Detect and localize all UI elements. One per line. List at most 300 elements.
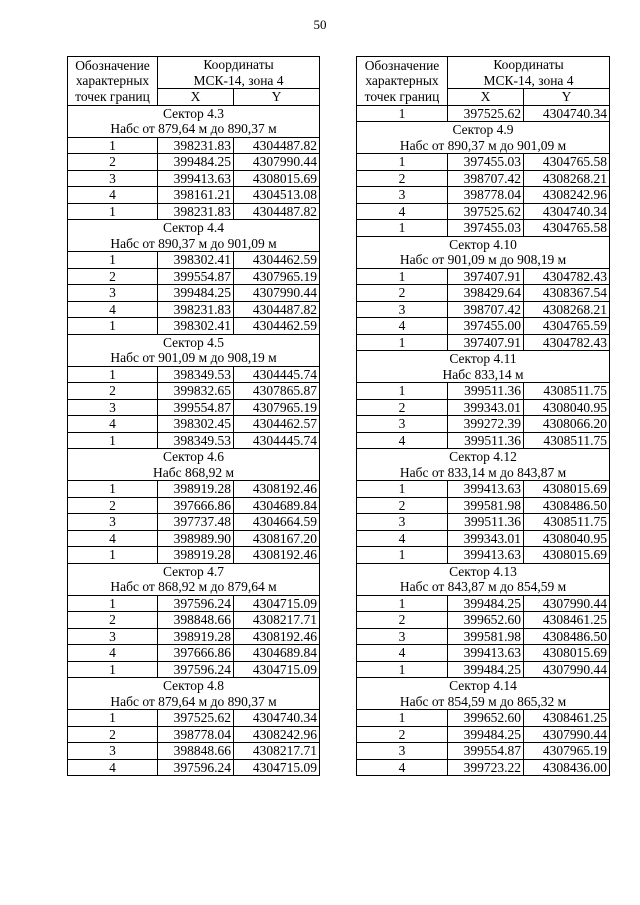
point-row xyxy=(357,547,610,564)
sector-title-row xyxy=(68,334,320,350)
point-number: 2 xyxy=(357,726,448,743)
point-number: 1 xyxy=(357,154,448,171)
point-row xyxy=(357,187,610,204)
sector-height-range: Набс от 879,64 м до 890,37 м xyxy=(68,121,320,137)
coordinate-y: 4304462.59 xyxy=(234,252,320,269)
coordinate-y: 4304462.57 xyxy=(234,416,320,433)
header-designation-line: Обозначение xyxy=(75,57,150,73)
point-row xyxy=(357,203,610,220)
coordinate-x: 398302.41 xyxy=(158,252,234,269)
coordinate-x: 399272.39 xyxy=(448,416,524,433)
coordinate-y: 4308066.20 xyxy=(524,416,610,433)
point-number: 3 xyxy=(68,170,158,187)
coordinate-x: 397407.91 xyxy=(448,268,524,285)
point-row xyxy=(357,628,610,645)
point-number: 2 xyxy=(68,154,158,171)
coordinate-y: 4307990.44 xyxy=(524,726,610,743)
point-number: 4 xyxy=(68,187,158,204)
coordinate-x: 399652.60 xyxy=(448,710,524,727)
coordinate-x: 399581.98 xyxy=(448,497,524,514)
point-row xyxy=(357,399,610,416)
point-number: 3 xyxy=(357,514,448,531)
coordinate-y: 4304445.74 xyxy=(234,366,320,383)
coordinate-y: 4304715.09 xyxy=(234,661,320,678)
point-number: 2 xyxy=(357,285,448,302)
point-row xyxy=(68,137,320,154)
coordinate-x: 399484.25 xyxy=(158,154,234,171)
point-row xyxy=(68,628,320,645)
coordinate-y: 4304445.74 xyxy=(234,432,320,449)
sector-title-row xyxy=(68,449,320,465)
coordinate-x: 399511.36 xyxy=(448,514,524,531)
point-number: 3 xyxy=(68,514,158,531)
coordinate-x: 398919.28 xyxy=(158,547,234,564)
header-coordinates: Координаты xyxy=(448,57,610,73)
point-number: 1 xyxy=(357,268,448,285)
coordinate-y: 4304513.08 xyxy=(234,187,320,204)
header-designation-line: характерных xyxy=(365,73,439,88)
point-number: 3 xyxy=(357,301,448,318)
point-row xyxy=(68,497,320,514)
coordinate-y: 4304715.09 xyxy=(234,595,320,612)
point-row xyxy=(68,268,320,285)
point-number: 4 xyxy=(357,432,448,449)
coordinate-y: 4304487.82 xyxy=(234,137,320,154)
point-number: 4 xyxy=(68,416,158,433)
coordinate-x: 398919.28 xyxy=(158,628,234,645)
sector-title: Сектор 4.13 xyxy=(357,563,610,579)
sector-height-range: Набс от 890,37 м до 901,09 м xyxy=(68,236,320,252)
sector-title-row xyxy=(357,351,610,367)
coordinate-x: 398161.21 xyxy=(158,187,234,204)
point-row xyxy=(357,595,610,612)
coordinate-x: 397455.03 xyxy=(448,220,524,237)
point-row xyxy=(357,334,610,351)
coordinate-y: 4307990.44 xyxy=(234,285,320,302)
point-number: 4 xyxy=(68,530,158,547)
coordinate-y: 4304462.59 xyxy=(234,318,320,335)
point-row xyxy=(68,743,320,760)
coordinate-x: 399581.98 xyxy=(448,628,524,645)
sector-title: Сектор 4.9 xyxy=(357,122,610,138)
header-designation xyxy=(68,57,158,106)
coordinate-y: 4308461.25 xyxy=(524,710,610,727)
coordinate-x: 399484.25 xyxy=(448,661,524,678)
point-row xyxy=(68,661,320,678)
coordinate-y: 4308268.21 xyxy=(524,301,610,318)
header-coordinates: Координаты xyxy=(158,57,320,73)
point-number: 1 xyxy=(68,203,158,220)
point-number: 1 xyxy=(68,366,158,383)
coordinate-y: 4304487.82 xyxy=(234,203,320,220)
point-row xyxy=(357,432,610,449)
point-row xyxy=(68,187,320,204)
coordinate-y: 4308367.54 xyxy=(524,285,610,302)
coordinate-x: 399484.25 xyxy=(448,726,524,743)
coordinate-x: 398231.83 xyxy=(158,203,234,220)
coordinate-x: 398707.42 xyxy=(448,170,524,187)
sector-range-row xyxy=(68,350,320,366)
point-number: 1 xyxy=(68,481,158,498)
sector-height-range: Набс от 868,92 м до 879,64 м xyxy=(68,579,320,595)
header-designation-line: точек границ xyxy=(75,88,150,104)
point-number: 1 xyxy=(357,220,448,237)
sector-title-row xyxy=(68,220,320,236)
coordinate-y: 4308268.21 xyxy=(524,170,610,187)
point-row xyxy=(357,759,610,776)
coordinate-y: 4308040.95 xyxy=(524,530,610,547)
coordinates-table-left xyxy=(67,56,320,776)
coordinate-x: 397525.62 xyxy=(158,710,234,727)
sector-range-row xyxy=(68,236,320,252)
coordinate-y: 4304765.58 xyxy=(524,220,610,237)
coordinate-x: 398778.04 xyxy=(158,726,234,743)
sector-range-row xyxy=(357,367,610,383)
point-row xyxy=(68,612,320,629)
coordinate-y: 4304782.43 xyxy=(524,268,610,285)
point-row xyxy=(68,710,320,727)
coordinate-y: 4308015.69 xyxy=(524,547,610,564)
coordinate-x: 399554.87 xyxy=(158,399,234,416)
point-number: 3 xyxy=(357,416,448,433)
coordinate-y: 4307990.44 xyxy=(524,595,610,612)
coordinate-x: 398989.90 xyxy=(158,530,234,547)
point-row xyxy=(357,383,610,400)
coordinate-y: 4304782.43 xyxy=(524,334,610,351)
coordinate-y: 4307965.19 xyxy=(524,743,610,760)
coordinate-x: 397525.62 xyxy=(448,105,524,122)
coordinate-y: 4304765.59 xyxy=(524,318,610,335)
coordinate-x: 398429.64 xyxy=(448,285,524,302)
point-row xyxy=(357,170,610,187)
coordinate-y: 4308192.46 xyxy=(234,547,320,564)
header-coordinate-system: МСК-14, зона 4 xyxy=(158,73,320,89)
coordinate-x: 399554.87 xyxy=(158,268,234,285)
point-number: 2 xyxy=(68,726,158,743)
coordinate-x: 399484.25 xyxy=(448,595,524,612)
point-number: 1 xyxy=(68,595,158,612)
coordinate-y: 4304664.59 xyxy=(234,514,320,531)
point-number: 3 xyxy=(68,628,158,645)
sector-range-row xyxy=(68,121,320,137)
point-row xyxy=(357,726,610,743)
coordinate-x: 397525.62 xyxy=(448,203,524,220)
point-number: 3 xyxy=(357,187,448,204)
point-row xyxy=(68,170,320,187)
point-row xyxy=(357,645,610,662)
point-number: 4 xyxy=(357,203,448,220)
coordinate-y: 4308015.69 xyxy=(524,481,610,498)
coordinate-y: 4308461.25 xyxy=(524,612,610,629)
sector-title-row xyxy=(357,122,610,138)
point-number: 1 xyxy=(357,595,448,612)
point-row xyxy=(357,105,610,122)
sector-title-row xyxy=(357,236,610,252)
coordinate-y: 4308242.96 xyxy=(234,726,320,743)
coordinate-y: 4308217.71 xyxy=(234,612,320,629)
point-row xyxy=(68,383,320,400)
sector-range-row xyxy=(357,694,610,710)
coordinate-y: 4307990.44 xyxy=(234,154,320,171)
point-number: 1 xyxy=(357,383,448,400)
point-row xyxy=(68,595,320,612)
coordinate-y: 4304740.34 xyxy=(524,203,610,220)
point-row xyxy=(357,268,610,285)
point-row xyxy=(357,154,610,171)
coordinate-x: 397455.00 xyxy=(448,318,524,335)
point-number: 1 xyxy=(68,661,158,678)
point-row xyxy=(68,366,320,383)
point-number: 3 xyxy=(68,285,158,302)
point-row xyxy=(357,301,610,318)
point-number: 1 xyxy=(357,481,448,498)
point-number: 2 xyxy=(357,170,448,187)
point-number: 2 xyxy=(68,383,158,400)
coordinate-x: 398231.83 xyxy=(158,301,234,318)
point-number: 1 xyxy=(68,318,158,335)
point-row xyxy=(68,514,320,531)
sector-title: Сектор 4.4 xyxy=(68,220,320,236)
point-number: 1 xyxy=(68,137,158,154)
coordinate-x: 398231.83 xyxy=(158,137,234,154)
point-row xyxy=(68,481,320,498)
point-row xyxy=(357,710,610,727)
coordinate-x: 397596.24 xyxy=(158,661,234,678)
header-designation-line: Обозначение xyxy=(364,57,440,73)
coordinate-x: 397455.03 xyxy=(448,154,524,171)
coordinate-y: 4304689.84 xyxy=(234,497,320,514)
coordinate-y: 4308242.96 xyxy=(524,187,610,204)
point-row xyxy=(68,432,320,449)
coordinate-x: 397666.86 xyxy=(158,645,234,662)
coordinate-x: 399511.36 xyxy=(448,432,524,449)
coordinate-y: 4308436.00 xyxy=(524,759,610,776)
coordinate-y: 4307865.87 xyxy=(234,383,320,400)
sector-title-row xyxy=(68,563,320,579)
coordinate-x: 398919.28 xyxy=(158,481,234,498)
coordinate-x: 399723.22 xyxy=(448,759,524,776)
coordinate-y: 4308192.46 xyxy=(234,628,320,645)
coordinate-x: 399511.36 xyxy=(448,383,524,400)
coordinate-x: 398302.41 xyxy=(158,318,234,335)
coordinates-table-right xyxy=(356,56,610,776)
sector-range-row xyxy=(357,579,610,595)
sector-height-range: Набс от 879,64 м до 890,37 м xyxy=(68,694,320,710)
point-number: 1 xyxy=(357,661,448,678)
point-number: 2 xyxy=(68,268,158,285)
point-number: 1 xyxy=(68,710,158,727)
point-number: 3 xyxy=(357,628,448,645)
coordinate-y: 4308217.71 xyxy=(234,743,320,760)
header-designation-line: точек границ xyxy=(364,88,440,104)
point-row xyxy=(68,285,320,302)
point-number: 2 xyxy=(68,612,158,629)
point-number: 4 xyxy=(357,318,448,335)
point-number: 4 xyxy=(357,759,448,776)
sector-title-row xyxy=(68,105,320,121)
sector-title: Сектор 4.11 xyxy=(357,351,610,367)
header-designation xyxy=(357,57,448,106)
coordinate-y: 4308040.95 xyxy=(524,399,610,416)
sector-height-range: Набс от 901,09 м до 908,19 м xyxy=(68,350,320,366)
sector-range-row xyxy=(68,579,320,595)
sector-range-row xyxy=(68,694,320,710)
coordinate-y: 4304740.34 xyxy=(524,105,610,122)
point-number: 2 xyxy=(68,497,158,514)
sector-height-range: Набс от 843,87 м до 854,59 м xyxy=(357,579,610,595)
point-row xyxy=(68,252,320,269)
coordinate-x: 399413.63 xyxy=(448,481,524,498)
point-row xyxy=(357,530,610,547)
coordinate-x: 398302.45 xyxy=(158,416,234,433)
coordinate-x: 398707.42 xyxy=(448,301,524,318)
point-row xyxy=(357,481,610,498)
sector-height-range: Набс 868,92 м xyxy=(68,465,320,481)
point-row xyxy=(357,743,610,760)
point-row xyxy=(68,399,320,416)
sector-title: Сектор 4.6 xyxy=(68,449,320,465)
point-row xyxy=(357,612,610,629)
coordinate-x: 399652.60 xyxy=(448,612,524,629)
sector-range-row xyxy=(357,465,610,481)
sector-title: Сектор 4.5 xyxy=(68,334,320,350)
coordinate-x: 399343.01 xyxy=(448,530,524,547)
header-x: X xyxy=(158,89,234,106)
point-number: 3 xyxy=(68,399,158,416)
point-number: 1 xyxy=(357,334,448,351)
point-row xyxy=(68,416,320,433)
point-row xyxy=(357,497,610,514)
point-number: 1 xyxy=(357,710,448,727)
point-number: 1 xyxy=(357,547,448,564)
sector-height-range: Набс от 854,59 м до 865,32 м xyxy=(357,694,610,710)
coordinate-y: 4308015.69 xyxy=(524,645,610,662)
point-row xyxy=(68,301,320,318)
coordinate-x: 398848.66 xyxy=(158,612,234,629)
coordinate-x: 397666.86 xyxy=(158,497,234,514)
coordinate-x: 397737.48 xyxy=(158,514,234,531)
point-row xyxy=(68,530,320,547)
point-row xyxy=(357,285,610,302)
coordinate-x: 397596.24 xyxy=(158,759,234,776)
coordinate-y: 4304689.84 xyxy=(234,645,320,662)
header-coordinate-system: МСК-14, зона 4 xyxy=(448,73,610,89)
coordinate-x: 399413.63 xyxy=(448,547,524,564)
coordinate-x: 399413.63 xyxy=(448,645,524,662)
point-row xyxy=(357,661,610,678)
point-row xyxy=(357,416,610,433)
point-number: 3 xyxy=(68,743,158,760)
point-number: 4 xyxy=(68,645,158,662)
coordinate-x: 399484.25 xyxy=(158,285,234,302)
coordinate-x: 399832.65 xyxy=(158,383,234,400)
point-row xyxy=(68,645,320,662)
coordinate-y: 4308511.75 xyxy=(524,432,610,449)
point-number: 3 xyxy=(357,743,448,760)
sector-height-range: Набс от 833,14 м до 843,87 м xyxy=(357,465,610,481)
header-row xyxy=(68,57,320,73)
coordinate-y: 4308015.69 xyxy=(234,170,320,187)
point-row xyxy=(357,514,610,531)
point-row xyxy=(357,318,610,335)
sector-title-row xyxy=(357,449,610,465)
header-designation-line: характерных xyxy=(75,73,150,88)
coordinate-x: 398848.66 xyxy=(158,743,234,760)
coordinate-y: 4308192.46 xyxy=(234,481,320,498)
sector-range-row xyxy=(357,252,610,268)
point-row xyxy=(68,547,320,564)
header-y: Y xyxy=(234,89,320,106)
coordinate-x: 398778.04 xyxy=(448,187,524,204)
sector-title-row xyxy=(357,563,610,579)
coordinate-y: 4304487.82 xyxy=(234,301,320,318)
sector-title: Сектор 4.14 xyxy=(357,678,610,694)
sector-height-range: Набс от 901,09 м до 908,19 м xyxy=(357,252,610,268)
point-number: 2 xyxy=(357,399,448,416)
coordinate-x: 397407.91 xyxy=(448,334,524,351)
coordinate-y: 4308167.20 xyxy=(234,530,320,547)
point-row xyxy=(68,154,320,171)
sector-height-range: Набс от 890,37 м до 901,09 м xyxy=(357,138,610,154)
point-number: 4 xyxy=(68,759,158,776)
sector-title: Сектор 4.8 xyxy=(68,678,320,694)
point-row xyxy=(68,318,320,335)
coordinate-y: 4304740.34 xyxy=(234,710,320,727)
coordinate-y: 4307990.44 xyxy=(524,661,610,678)
header-y: Y xyxy=(524,89,610,106)
point-number: 4 xyxy=(357,645,448,662)
sector-title: Сектор 4.3 xyxy=(68,105,320,121)
coordinate-y: 4307965.19 xyxy=(234,399,320,416)
coordinate-y: 4308486.50 xyxy=(524,497,610,514)
coordinate-x: 398349.53 xyxy=(158,366,234,383)
coordinate-y: 4308511.75 xyxy=(524,383,610,400)
sector-title: Сектор 4.10 xyxy=(357,236,610,252)
sector-range-row xyxy=(68,465,320,481)
sector-title: Сектор 4.12 xyxy=(357,449,610,465)
point-number: 2 xyxy=(357,612,448,629)
coordinate-x: 399413.63 xyxy=(158,170,234,187)
point-number: 2 xyxy=(357,497,448,514)
coordinate-x: 398349.53 xyxy=(158,432,234,449)
point-row xyxy=(68,203,320,220)
page-number: 50 xyxy=(313,17,327,32)
coordinate-y: 4308486.50 xyxy=(524,628,610,645)
point-row xyxy=(357,220,610,237)
coordinate-y: 4304765.58 xyxy=(524,154,610,171)
sector-title-row xyxy=(68,678,320,694)
coordinate-x: 399554.87 xyxy=(448,743,524,760)
point-number: 1 xyxy=(357,105,448,122)
point-number: 1 xyxy=(68,252,158,269)
sector-title-row xyxy=(357,678,610,694)
point-number: 4 xyxy=(68,301,158,318)
point-number: 1 xyxy=(68,547,158,564)
sector-height-range: Набс 833,14 м xyxy=(357,367,610,383)
header-x: X xyxy=(448,89,524,106)
point-row xyxy=(68,726,320,743)
coordinate-x: 397596.24 xyxy=(158,595,234,612)
sector-title: Сектор 4.7 xyxy=(68,563,320,579)
point-number: 4 xyxy=(357,530,448,547)
header-row xyxy=(357,57,610,73)
coordinate-x: 399343.01 xyxy=(448,399,524,416)
coordinate-y: 4308511.75 xyxy=(524,514,610,531)
point-number: 1 xyxy=(68,432,158,449)
coordinate-y: 4307965.19 xyxy=(234,268,320,285)
sector-range-row xyxy=(357,138,610,154)
point-row xyxy=(68,759,320,776)
